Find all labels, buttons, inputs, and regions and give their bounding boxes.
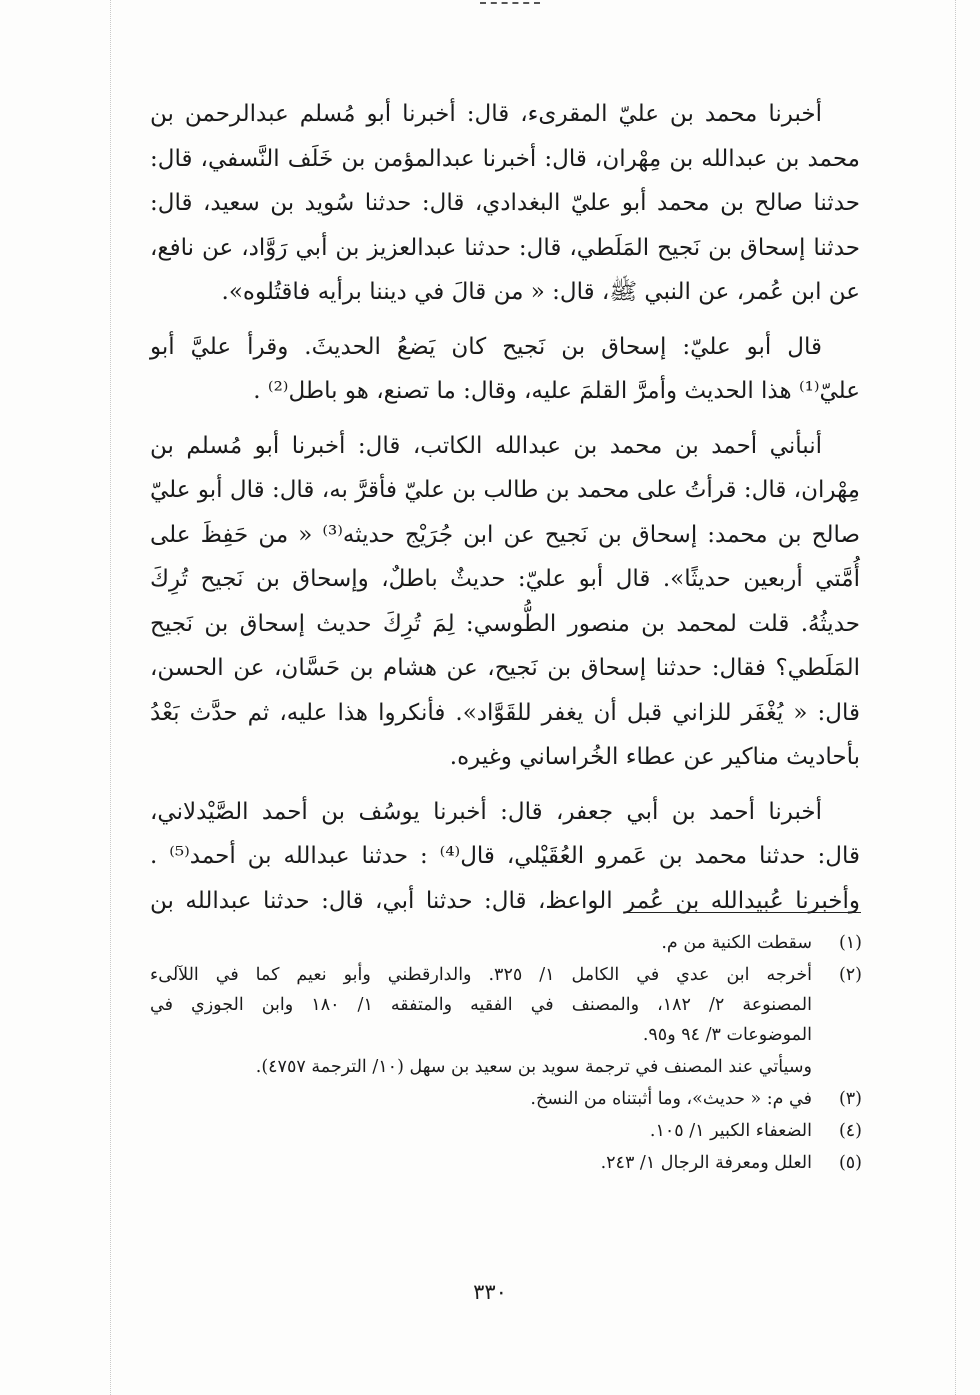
footnote-text (150, 960, 812, 1050)
footnote-number: (١) (838, 933, 862, 953)
text-line: عليّ⁽¹⁾ هذا الحديث وأمرَّ القلمَ عليه، وقال: ما تصنع، هو باطل⁽²⁾ . (253, 378, 860, 404)
text-line: سقطت الكنية من م. (661, 933, 812, 953)
text-line: بأحاديث مناكير عن عطاء الخُراساني وغيره. (449, 744, 860, 770)
text-line: قال: حدثنا محمد بن عَمرو العُقَيْلي، قال⁽⁴⁾ : حدثنا عبدالله بن أحمد⁽⁵⁾ . (150, 843, 860, 869)
footnote (150, 1148, 862, 1178)
footnote-text (150, 1148, 812, 1178)
footnote (150, 1084, 862, 1114)
text-line: محمد بن عبدالله بن مِهْران، قال: أخبرنا عبدالمؤمن بن خَلَف النَّسفي، قال: (150, 145, 860, 172)
footnote-text (150, 1116, 812, 1146)
footnote (150, 960, 862, 1050)
text-line: أخبرنا محمد بن عليّ المقرىء، قال: أخبرنا أبو مُسلم عبدالرحمن بن (150, 101, 822, 127)
text-line: المصنوعة ٢/ ١٨٢، والمصنف في الفقيه والمتفقه ١/ ١٨٠ وابن الجوزي في (150, 995, 812, 1015)
footnote-separator (625, 912, 861, 913)
footnotes (150, 928, 862, 1180)
footnote-continuation: وسيأتي عند المصنف في ترجمة سويد بن سعيد بن سهل (١٠/ الترجمة ٤٧٥٧). (255, 1057, 812, 1077)
text-line: أخبرنا أحمد بن أبي جعفر، قال: أخبرنا يوسُف بن أحمد الصَّيْدلاني، (150, 798, 822, 825)
footnote (150, 928, 862, 958)
paragraph (150, 92, 860, 315)
footnote (150, 1116, 862, 1146)
text-line: حديثُهُ. قلت لمحمد بن منصور الطُّوسي: لِمَ تُرِكَ حديث إسحاق بن نَجيح (150, 610, 860, 637)
footnote-number: (٣) (838, 1089, 862, 1109)
text-line: وأخبرنا عُبيدالله بن عُمر الواعظ، قال: حدثنا أبي، قال: حدثنا عبدالله بن (150, 887, 860, 914)
text-line: المَلَطي؟ فقال: حدثنا إسحاق بن نَجيح، عن هشام بن حَسَّان، عن الحسن، (150, 655, 860, 681)
footnote-number: (٢) (838, 965, 862, 985)
footnote-number: (٥) (838, 1153, 862, 1173)
text-line: صالح بن محمد: إسحاق بن نَجيح عن ابن جُرَيْج حديثه⁽³⁾ « من حَفِظَ على (150, 521, 860, 548)
page-number: ٣٣٠ (473, 1280, 507, 1304)
footnote-number: (٤) (838, 1121, 862, 1141)
top-crop-mark (480, 2, 540, 6)
main-text (150, 92, 860, 933)
footnote-text (150, 1084, 812, 1114)
text-line: قال: « يُغْفَر للزاني قبل أن يغفر للقَوَّاد». فأنكروا هذا عليه، ثم حدَّث بَعْدُ (150, 699, 860, 726)
footnote-text (150, 928, 812, 958)
paragraph (150, 424, 860, 780)
text-line: قال أبو عليّ: إسحاق بن نَجيح كان يَضعُ الحديثَ. وقرأ عليَّ أبو (150, 333, 822, 360)
text-line: العلل ومعرفة الرجال ١/ ٢٤٣. (600, 1153, 812, 1173)
text-line: في م: « حديث»، وما أثبتناه من النسخ. (530, 1089, 812, 1109)
text-line: حدثنا إسحاق بن نَجيح المَلَطي، قال: حدثنا عبدالعزيز بن أبي رَوَّاد، عن نافع، (150, 234, 860, 261)
text-line: أخرجه ابن عدي في الكامل ١/ ٣٢٥. والدارقطني وأبو نعيم كما في اللآلىء (150, 965, 812, 985)
paragraph (150, 790, 860, 924)
text-line: الموضوعات ٣/ ٩٤ و٩٥. (642, 1025, 812, 1045)
paragraph (150, 325, 860, 414)
text-line: حدثنا صالح بن محمد أبو عليّ البغدادي، قال: حدثنا سُويد بن سعيد، قال: (150, 190, 860, 216)
text-line: الضعفاء الكبير ١/ ١٠٥. (649, 1121, 812, 1141)
text-line: أنبأني أحمد بن محمد بن عبدالله الكاتب، قال: أخبرنا أبو مُسلم بن (150, 432, 822, 459)
text-line: عن ابن عُمر، عن النبي ﷺ، قال: « من قالَ في ديننا برأيه فاقتُلوه». (221, 279, 860, 305)
scan-guide-line (955, 0, 956, 1395)
scan-guide-line (110, 0, 111, 1395)
text-line: أُمَّتي أربعين حديثًا». قال أبو عليّ: حديثٌ باطلٌ، وإسحاق بن نَجيح تُرِكَ (150, 566, 860, 592)
text-line: مِهْران، قال: قرأتُ على محمد بن طالب بن عليّ فأقرَّ به، قال: قال أبو عليّ (150, 477, 860, 503)
